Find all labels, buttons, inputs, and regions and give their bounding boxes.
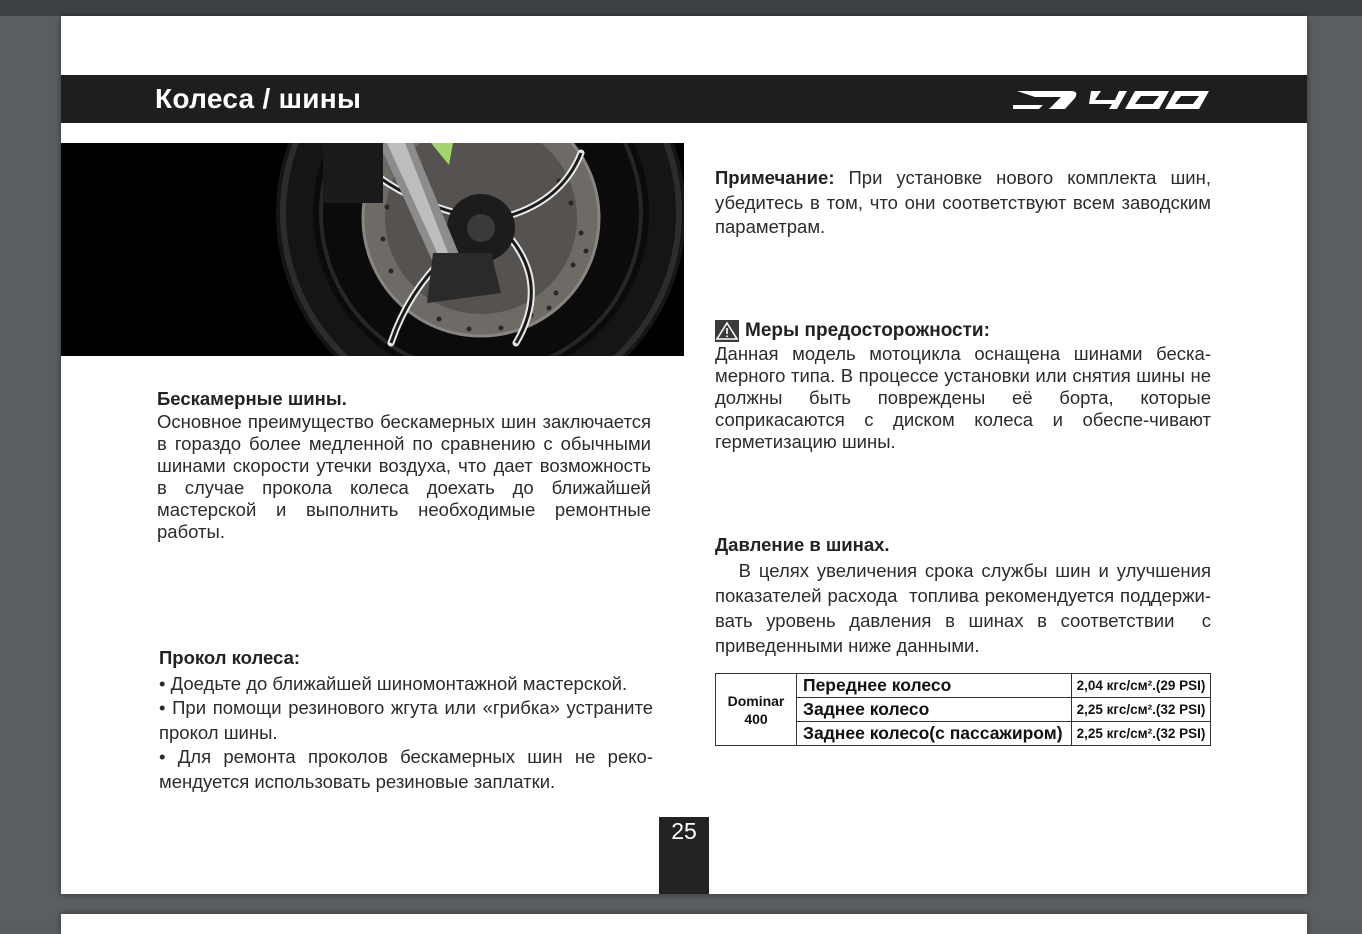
pressure-body: В целях увеличения срока службы шин и улучшения показателей расхода топлива рекомендуется поддержи-вать уровень давления в шинах в соответствии с приведенными ниже данными. <box>715 560 1217 656</box>
model-cell <box>716 674 797 746</box>
dominar-logo <box>1013 85 1213 115</box>
tubeless-section <box>157 388 651 543</box>
pressure-heading: Давление в шинах. <box>715 534 890 555</box>
page-number: 25 <box>659 817 709 894</box>
tire-pressure-table <box>715 673 1211 746</box>
puncture-bullet: • Доедьте до ближайшей шиномонтажной мастерской. <box>159 672 628 694</box>
model-number: 400 <box>744 710 768 727</box>
tubeless-body: Основное преимущество бескамерных шин заключается в гораздо более медленной по сравнению с обычными шинами скорости утечки воздуха, что дает возможность в случае прокола колеса доехать до ближайшей мастерской и выполнить необходимые ремонтные работы. <box>157 411 651 542</box>
page-header <box>61 75 1307 123</box>
manual-page <box>61 16 1307 894</box>
caution-body: Данная модель мотоцикла оснащена шинами беска-мерного типа. В процессе установки или снятия шины не должны быть повреждены её борта, которые соприкасаются с диском колеса и обеспе-чивают герметизацию шины. <box>715 343 1211 452</box>
note-text: При установке нового комплекта шин, убедитесь в том, что они соответствуют всем заводским параметрам. <box>715 167 1211 237</box>
note-label: Примечание: <box>715 167 835 188</box>
puncture-heading: Прокол колеса: <box>159 647 301 668</box>
front-wheel-photo <box>61 143 684 356</box>
wheel-position-cell: Заднее колесо <box>797 698 1072 722</box>
pressure-section <box>715 532 1217 658</box>
wheel-position-cell: Заднее колесо(с пассажиром) <box>797 722 1072 746</box>
puncture-section <box>159 646 653 794</box>
caution-section <box>715 320 1211 453</box>
caution-heading: Меры предосторожности: <box>745 320 990 341</box>
page-title: Колеса / шины <box>155 83 362 114</box>
note-section <box>715 166 1211 240</box>
pressure-value-cell: 2,04 кгс/см².(29 PSI) <box>1072 674 1211 698</box>
tubeless-heading: Бескамерные шины. <box>157 388 347 409</box>
puncture-bullet: • Для ремонта проколов бескамерных шин не реко-мендуется использовать резиновые заплатки. <box>159 746 653 792</box>
warning-triangle-icon <box>715 320 739 342</box>
wheel-position-cell: Переднее колесо <box>797 674 1072 698</box>
pressure-value-cell: 2,25 кгс/см².(32 PSI) <box>1072 722 1211 746</box>
model-name: Dominar <box>727 692 785 709</box>
puncture-bullet: • При помощи резинового жгута или «грибка» устраните прокол шины. <box>159 697 653 743</box>
table-row <box>716 674 1211 698</box>
viewer-top-bar <box>0 0 1362 16</box>
next-page-edge <box>61 914 1307 934</box>
caution-heading-row <box>715 320 1211 342</box>
pressure-value-cell: 2,25 кгс/см².(32 PSI) <box>1072 698 1211 722</box>
